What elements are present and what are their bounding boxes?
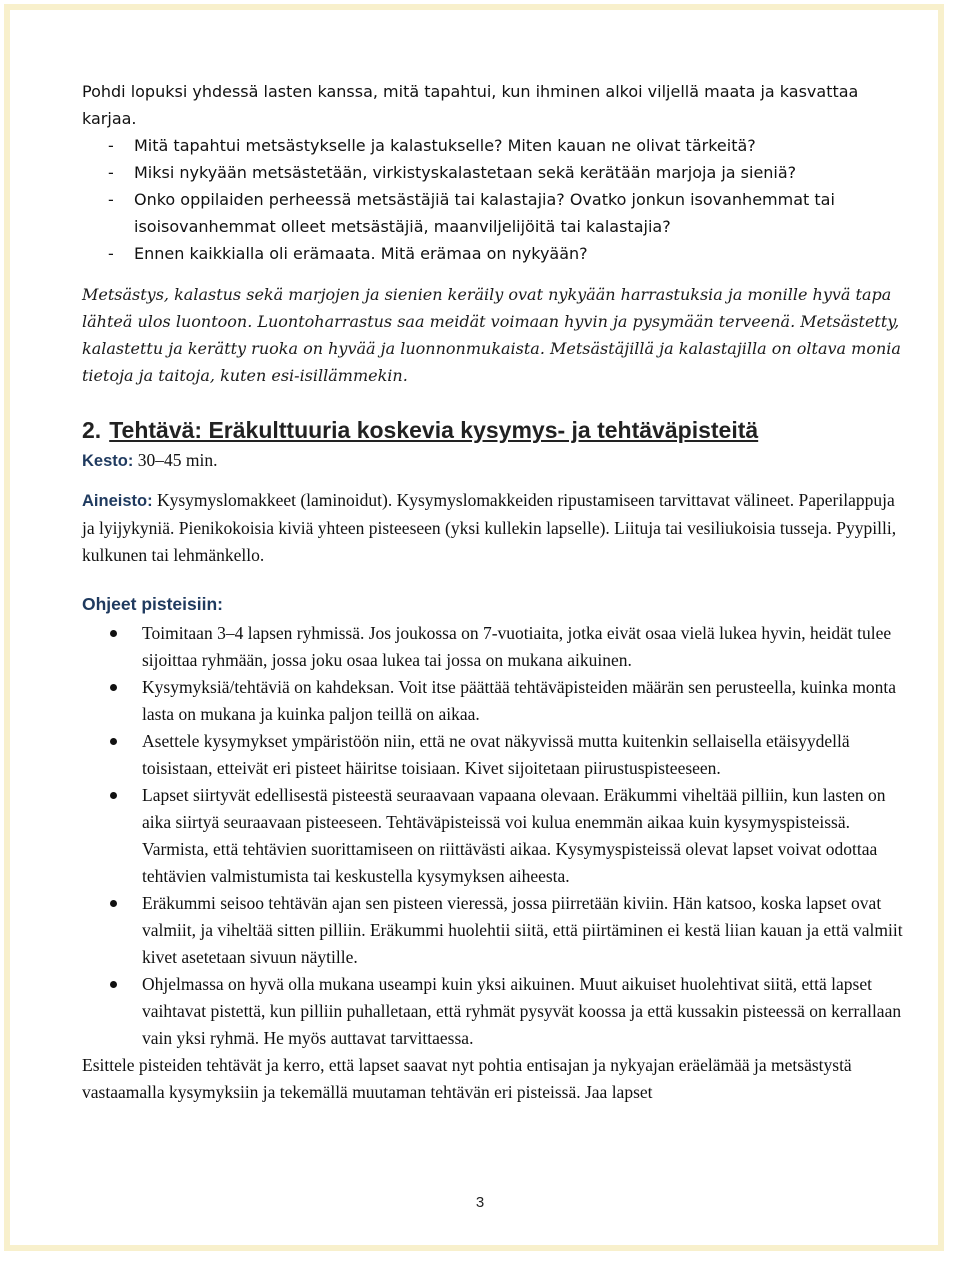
list-item: Ohjelmassa on hyvä olla mukana useampi kuin yksi aikuinen. Muut aikuiset huolehtivat siitä, että lapset vaihtavat pistettä, kun pilliin puhalletaan, että ryhmät pysyvät koossa ja että kussakin pisteessä on kerrallaan vain yksi ryhmä. He myös auttavat tarvittaessa. bbox=[82, 971, 904, 1052]
materials-paragraph bbox=[82, 487, 904, 569]
closing-paragraph: Esittele pisteiden tehtävät ja kerro, että lapset saavat nyt pohtia entisajan ja nykyajan eräelämää ja metsästystä vastaamalla kysymyksiin ja tekemällä muutaman tehtävän eri pisteissä. Jaa lapset bbox=[82, 1055, 852, 1102]
duration-label: Kesto: bbox=[82, 452, 134, 470]
list-item: - Onko oppilaiden perheessä metsästäjiä tai kalastajia? Ovatko jonkun isovanhemmat tai isoisovanhemmat olleet metsästäjiä, maanviljelijöitä tai kalastajia? bbox=[82, 186, 904, 240]
list-item: Kysymyksiä/tehtäviä on kahdeksan. Voit itse päättää tehtäväpisteiden määrän sen perusteella, kuinka monta lasta on mukana ja kuinka paljon teillä on aikaa. bbox=[82, 674, 904, 728]
document-content bbox=[82, 78, 904, 1106]
duration-line bbox=[82, 447, 904, 475]
duration-value: 30–45 min. bbox=[133, 450, 218, 470]
list-item: - Mitä tapahtui metsästykselle ja kalastukselle? Miten kauan ne olivat tärkeitä? bbox=[82, 132, 904, 159]
list-item: Asettele kysymykset ympäristöön niin, että ne ovat näkyvissä mutta kuitenkin sellaisella etäisyydellä toisistaan, etteivät eri pisteet häiritse toisiaan. Kivet sijoitetaan piirustuspisteeseen. bbox=[82, 728, 904, 782]
materials-label: Aineisto: bbox=[82, 492, 153, 510]
list-item: Eräkummi seisoo tehtävän ajan sen pisteen vieressä, jossa piirretään kiviin. Hän katsoo, koska lapset ovat valmiit, ja viheltää sitten pilliin. Eräkummi huolehtii siitä, että piirtäminen ei kestä liian kauan ja että valmiit kivet asetetaan sivuun näytille. bbox=[82, 890, 904, 971]
list-item: - Ennen kaikkialla oli erämaata. Mitä erämaa on nykyään? bbox=[82, 240, 904, 267]
page-number: 3 bbox=[475, 1194, 485, 1211]
instructions-list bbox=[82, 620, 904, 1052]
instructions-heading: Ohjeet pisteisiin: bbox=[82, 594, 223, 614]
list-item: - Miksi nykyään metsästetään, virkistyskalastetaan sekä kerätään marjoja ja sieniä? bbox=[82, 159, 904, 186]
section-title: Tehtävä: Eräkulttuuria koskevia kysymys- ja tehtäväpisteitä bbox=[109, 417, 759, 443]
list-item: Lapset siirtyvät edellisestä pisteestä seuraavaan vapaana olevaan. Eräkummi viheltää pilliin, kun lasten on aika siirtyä seuraavaan pisteeseen. Tehtäväpisteissä voi kulua enemmän aikaa kuin kysymyspisteissä. Varmista, että tehtävien suorittamiseen on riittävästi aikaa. Kysymyspisteissä olevat lapset voivat odottaa tehtävien valmistumista tai keskustella kysymyksen aiheesta. bbox=[82, 782, 904, 890]
section-number: 2. bbox=[82, 417, 102, 443]
handwritten-style-paragraph: Metsästys, kalastus sekä marjojen ja sienien keräily ovat nykyään harrastuksia ja monille hyvä tapa lähteä ulos luontoon. Luontoharrastus saa meidät voimaan hyvin ja pysymään terveenä. Metsästetty, kalastettu ja kerätty ruoka on hyvää ja luonnonmukaista. Metsästäjillä ja kalastajilla on oltava monia tietoja ja taitoja, kuten esi-isillämmekin. bbox=[82, 285, 901, 385]
list-item: Toimitaan 3–4 lapsen ryhmissä. Jos joukossa on 7-vuotiaita, jotka eivät osaa vielä lukea hyvin, heidät tulee sijoittaa ryhmään, jossa joku osaa lukea tai jossa on mukana aikuinen. bbox=[82, 620, 904, 674]
question-list bbox=[82, 132, 904, 267]
intro-paragraph: Pohdi lopuksi yhdessä lasten kanssa, mitä tapahtui, kun ihminen alkoi viljellä maata ja kasvattaa karjaa. bbox=[82, 82, 859, 128]
section-heading bbox=[82, 413, 904, 447]
materials-text: Kysymyslomakkeet (laminoidut). Kysymyslomakkeiden ripustamiseen tarvittavat välineet. Paperilappuja ja lyijykyniä. Pienikokoisia kiviä yhteen pisteeseen (yksi kullekin lapselle). Liituja tai vesiliukoisia tusseja. Pyypilli, kulkunen tai lehmänkello. bbox=[82, 490, 897, 565]
